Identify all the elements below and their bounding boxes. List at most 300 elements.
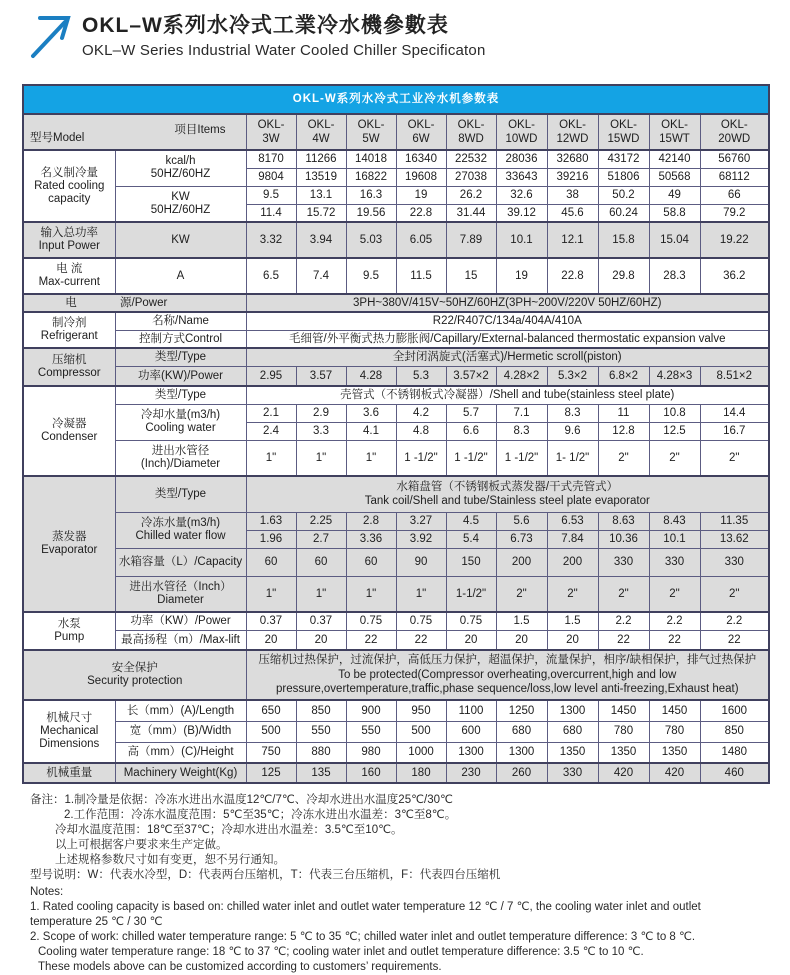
value-cell: 2" (649, 440, 700, 476)
label-en: Chilled water flow (135, 530, 226, 542)
label-en: capacity (48, 192, 91, 205)
cell-label-pump (23, 612, 115, 650)
value-cell: 260 (496, 763, 547, 783)
value-cell: 14.4 (700, 404, 769, 422)
value-cell: 68112 (700, 168, 769, 186)
label-en: Cooling water (145, 422, 216, 434)
value-cell: 0.75 (396, 612, 446, 630)
value-cell: 1.63 (246, 512, 296, 530)
table-row (23, 386, 769, 404)
table-row (23, 366, 769, 386)
value-cell: 19608 (396, 168, 446, 186)
security-line: 压缩机过热保护，过流保护，高低压力保护，超温保护，流量保护，相序/缺相保护，排气过热保护 (258, 654, 757, 667)
value-cell: 0.75 (446, 612, 496, 630)
value-cell: 5.03 (346, 222, 396, 258)
model-header-cell: OKL- 15WT (649, 114, 700, 150)
note-line: 冷却水温度范围：18℃至37℃；冷却水进出水温差：3.5℃至10℃。 (55, 824, 403, 836)
label-zh: 机械尺寸 (46, 712, 93, 724)
value-cell: 850 (296, 700, 346, 721)
table-row (23, 548, 769, 576)
value-cell: 1000 (396, 742, 446, 763)
value-cell: 9.6 (547, 422, 598, 440)
value-cell: 330 (649, 548, 700, 576)
note-line: Notes: (30, 886, 64, 898)
value-cell: 1.5 (547, 612, 598, 630)
table-row (23, 721, 769, 742)
note-line: 1. Rated cooling capacity is based on: chilled water inlet and outlet water temperature 12 ℃ / 7 ℃, the cooling water inlet and outlet (30, 901, 701, 913)
cell-condenser-water-label (115, 404, 246, 440)
cell-compressor-power-label: 功率(KW)/Power (115, 366, 246, 386)
cell-security-text (246, 650, 769, 700)
value-cell: 7.89 (446, 222, 496, 258)
value-cell: 29.8 (598, 258, 649, 294)
value-cell: 850 (700, 721, 769, 742)
value-cell: 1300 (547, 700, 598, 721)
cell-label-dimensions (23, 700, 115, 763)
value-cell: 8.63 (598, 512, 649, 530)
table-row (23, 440, 769, 476)
value-cell: 12.8 (598, 422, 649, 440)
value-cell: 3.57 (296, 366, 346, 386)
notes-chinese (30, 793, 790, 883)
value-cell: 2.2 (598, 612, 649, 630)
value-cell: 28.3 (649, 258, 700, 294)
label-en: Input Power (38, 240, 100, 252)
value-cell: 19.22 (700, 222, 769, 258)
label-zh: 冷却水量(m3/h) (140, 409, 221, 421)
cell-unit-max-current: A (115, 258, 246, 294)
cell-length-label: 长（mm）(A)/Length (115, 700, 246, 721)
value-cell: 10.1 (496, 222, 547, 258)
title-block (82, 9, 486, 59)
cell-label-refrigerant (23, 312, 115, 348)
cell-evaporator-capacity-label: 水箱容量（L）/Capacity (115, 548, 246, 576)
cell-evaporator-pipe-label (115, 576, 246, 612)
value-cell: 6.05 (396, 222, 446, 258)
cell-refrigerant-control-label: 控制方式Control (115, 330, 246, 348)
value-cell: 420 (598, 763, 649, 783)
value-cell: 1-1/2" (446, 576, 496, 612)
value-cell: 5.6 (496, 512, 547, 530)
value-cell: 0.75 (346, 612, 396, 630)
label-en: Rated cooling (34, 179, 105, 192)
brand-arrow-icon (28, 9, 78, 61)
cell-refrigerant-name-value: R22/R407C/134a/404A/410A (246, 312, 769, 330)
value-cell: 3.27 (396, 512, 446, 530)
table-row (23, 404, 769, 422)
label-zh: 蒸发器 (52, 531, 87, 543)
value-cell: 2" (649, 576, 700, 612)
value-cell: 2" (700, 576, 769, 612)
value-cell: 50568 (649, 168, 700, 186)
value-cell: 60 (346, 548, 396, 576)
label-en: 源/Power (120, 296, 168, 309)
value-cell: 15.8 (598, 222, 649, 258)
value-cell: 1300 (496, 742, 547, 763)
value-cell: 500 (246, 721, 296, 742)
value-cell: 60 (246, 548, 296, 576)
value-cell: 60 (296, 548, 346, 576)
table-row (23, 763, 769, 783)
value-cell: 1350 (649, 742, 700, 763)
value-cell: 2" (496, 576, 547, 612)
cell-weight-label-en: Machinery Weight(Kg) (115, 763, 246, 783)
value-cell: 22 (700, 630, 769, 650)
value-cell: 980 (346, 742, 396, 763)
value-cell: 16340 (396, 150, 446, 168)
value-cell: 33643 (496, 168, 547, 186)
value-cell: 32680 (547, 150, 598, 168)
value-cell: 60.24 (598, 204, 649, 222)
value-cell: 950 (396, 700, 446, 721)
table-row (23, 476, 769, 512)
value-cell: 230 (446, 763, 496, 783)
cell-condenser-pipe-label (115, 440, 246, 476)
note-line: 备注：1.制冷量是依据：冷冻水进出水温度12℃/7℃、冷却水进出水温度25℃/30℃ (30, 794, 453, 806)
note-line: 2. Scope of work: chilled water temperature range: 5 ℃ to 35 ℃; chilled water inlet and outlet temperature difference: 3 ℃ to 8 ℃. (30, 931, 696, 943)
value-cell: 13519 (296, 168, 346, 186)
value-cell: 460 (700, 763, 769, 783)
value-cell: 10.8 (649, 404, 700, 422)
value-cell: 9804 (246, 168, 296, 186)
note-line: 2.工作范围：冷冻水温度范围：5℃至35℃；冷冻水进出水温差：3℃至8℃。 (64, 809, 457, 821)
cell-evaporator-flow-label (115, 512, 246, 548)
value-cell: 2.4 (246, 422, 296, 440)
value-cell: 1.96 (246, 530, 296, 548)
value-cell: 2.25 (296, 512, 346, 530)
value-cell: 26.2 (446, 186, 496, 204)
value-cell: 500 (396, 721, 446, 742)
table-banner: OKL-W系列水冷式工业冷水机参数表 (23, 85, 769, 114)
label-zh: 输入总功率 (40, 227, 98, 239)
value-cell: 8.43 (649, 512, 700, 530)
value-cell: 4.28×2 (496, 366, 547, 386)
value-cell: 3.92 (396, 530, 446, 548)
unit-label: 50HZ/60HZ (150, 203, 211, 216)
label-en: Refrigerant (40, 330, 98, 342)
value-cell: 15.72 (296, 204, 346, 222)
model-header-cell: OKL- 10WD (496, 114, 547, 150)
cell-refrigerant-control-value: 毛细管/外平衡式热力膨胀阀/Capillary/External-balanced thermostatic expansion valve (246, 330, 769, 348)
value-cell: 3.6 (346, 404, 396, 422)
value-cell: 1450 (649, 700, 700, 721)
table-row (23, 348, 769, 366)
value-cell: 22 (346, 630, 396, 650)
value-cell: 15 (446, 258, 496, 294)
value-cell: 3.36 (346, 530, 396, 548)
value-cell: 2.8 (346, 512, 396, 530)
value-cell: 3.3 (296, 422, 346, 440)
value-cell: 1480 (700, 742, 769, 763)
value-cell: 20 (246, 630, 296, 650)
value-cell: 680 (496, 721, 547, 742)
table-row (23, 650, 769, 700)
value-cell: 1450 (598, 700, 649, 721)
value-cell: 7.4 (296, 258, 346, 294)
value-cell: 12.1 (547, 222, 598, 258)
value-cell: 58.8 (649, 204, 700, 222)
value-cell: 6.53 (547, 512, 598, 530)
unit-label: KW (171, 190, 190, 203)
value-cell: 550 (346, 721, 396, 742)
value-cell: 2" (598, 440, 649, 476)
value-cell: 8.51×2 (700, 366, 769, 386)
label-zh: 冷冻水量(m3/h) (140, 517, 221, 529)
value-cell: 11.4 (246, 204, 296, 222)
label-zh: 冷凝器 (52, 418, 87, 430)
value-cell: 8.3 (496, 422, 547, 440)
value-cell: 15.04 (649, 222, 700, 258)
table-row (23, 630, 769, 650)
value-cell: 5.4 (446, 530, 496, 548)
cell-unit-input-power: KW (115, 222, 246, 258)
value-cell: 39.12 (496, 204, 547, 222)
cell-label-security (23, 650, 246, 700)
value-cell: 550 (296, 721, 346, 742)
value-cell: 11.5 (396, 258, 446, 294)
label-en: Condenser (41, 431, 98, 443)
value-cell: 880 (296, 742, 346, 763)
value-cell: 16.7 (700, 422, 769, 440)
corner-items-label: 项目Items (174, 124, 226, 136)
table-row (23, 512, 769, 530)
value-cell: 1" (296, 440, 346, 476)
cell-label-compressor (23, 348, 115, 386)
value-cell: 1350 (547, 742, 598, 763)
value-cell: 28036 (496, 150, 547, 168)
value-cell: 43172 (598, 150, 649, 168)
cell-power-supply-value: 3PH~380V/415V~50HZ/60HZ(3PH~200V/220V 50HZ/60HZ) (246, 294, 769, 312)
value-cell: 10.1 (649, 530, 700, 548)
label-zh: 进出水管径（Inch） (129, 580, 232, 593)
value-cell: 1- 1/2" (547, 440, 598, 476)
value-cell: 1350 (598, 742, 649, 763)
model-header-cell: OKL- 5W (346, 114, 396, 150)
table-row (23, 222, 769, 258)
value-cell: 200 (496, 548, 547, 576)
value-cell: 16.3 (346, 186, 396, 204)
cell-pump-lift-label: 最高扬程（m）/Max-lift (115, 630, 246, 650)
label-en: Max-current (38, 276, 100, 288)
value-cell: 150 (446, 548, 496, 576)
value-cell: 45.6 (547, 204, 598, 222)
value-cell: 56760 (700, 150, 769, 168)
corner-header-cell (23, 114, 246, 150)
unit-label: kcal/h (165, 155, 196, 168)
value-cell: 1 -1/2" (396, 440, 446, 476)
table-row (23, 312, 769, 330)
value-cell: 36.2 (700, 258, 769, 294)
model-header-cell: OKL- 8WD (446, 114, 496, 150)
value-cell: 19.56 (346, 204, 396, 222)
value-cell: 680 (547, 721, 598, 742)
value-cell: 125 (246, 763, 296, 783)
cell-height-label: 高（mm）(C)/Height (115, 742, 246, 763)
value-cell: 1600 (700, 700, 769, 721)
model-header-cell: OKL- 6W (396, 114, 446, 150)
value-cell: 780 (649, 721, 700, 742)
security-line: To be protected(Compressor overheating,overcurrent,high and low (338, 668, 677, 681)
value-cell: 6.8×2 (598, 366, 649, 386)
cell-weight-label-zh: 机械重量 (23, 763, 115, 783)
value-cell: 4.28×3 (649, 366, 700, 386)
value-cell: 2.95 (246, 366, 296, 386)
value-cell: 1 -1/2" (446, 440, 496, 476)
value-cell: 20 (547, 630, 598, 650)
cell-label-power-supply (23, 294, 246, 312)
cell-condenser-type-value: 壳管式（不锈钢板式冷凝器）/Shell and tube(stainless steel plate) (246, 386, 769, 404)
cell-refrigerant-name-label: 名称/Name (115, 312, 246, 330)
value-cell: 4.1 (346, 422, 396, 440)
value-cell: 1" (346, 440, 396, 476)
value-cell: 1 -1/2" (496, 440, 547, 476)
table-row (23, 700, 769, 721)
value-cell: 11266 (296, 150, 346, 168)
value-cell: 6.73 (496, 530, 547, 548)
label-en: Diameter (157, 593, 204, 606)
value-cell: 5.3 (396, 366, 446, 386)
page-title: OKL–W系列水冷式工業冷水機參數表 (82, 14, 449, 37)
label-en: Pump (54, 631, 85, 643)
unit-label: 50HZ/60HZ (150, 168, 211, 181)
label-en: Compressor (37, 367, 101, 379)
cell-label-cooling (23, 150, 115, 222)
value-cell: 8170 (246, 150, 296, 168)
model-header-cell: OKL- 4W (296, 114, 346, 150)
cell-compressor-type-value: 全封闭涡旋式(活塞式)/Hermetic scroll(piston) (246, 348, 769, 366)
value-cell: 8.3 (547, 404, 598, 422)
table-row (23, 258, 769, 294)
value-cell: 650 (246, 700, 296, 721)
cell-label-evaporator (23, 476, 115, 612)
page-subtitle: OKL–W Series Industrial Water Cooled Chiller Specificaton (82, 42, 486, 59)
value-cell: 5.7 (446, 404, 496, 422)
value-cell: 16822 (346, 168, 396, 186)
value-cell: 3.57×2 (446, 366, 496, 386)
value-cell: 11 (598, 404, 649, 422)
value-cell: 750 (246, 742, 296, 763)
cell-compressor-type-label: 类型/Type (115, 348, 246, 366)
value-cell: 6.6 (446, 422, 496, 440)
value-cell: 9.5 (346, 258, 396, 294)
value-cell: 19 (496, 258, 547, 294)
table-row (23, 294, 769, 312)
value-cell: 1300 (446, 742, 496, 763)
cell-label-condenser (23, 386, 115, 476)
table-row (23, 150, 769, 168)
value-cell: 22.8 (396, 204, 446, 222)
page-header (0, 0, 790, 71)
corner-model-label: 型号Model (30, 131, 85, 144)
value-cell: 31.44 (446, 204, 496, 222)
model-header-cell: OKL- 3W (246, 114, 296, 150)
value-cell: 1.5 (496, 612, 547, 630)
table-row (23, 186, 769, 204)
label-zh: 电 (65, 296, 77, 309)
value-cell: 2.2 (700, 612, 769, 630)
value-cell: 79.2 (700, 204, 769, 222)
value-cell: 66 (700, 186, 769, 204)
label-zh: 电 流 (56, 263, 83, 275)
value-cell: 22532 (446, 150, 496, 168)
value-cell: 50.2 (598, 186, 649, 204)
value-cell: 20 (496, 630, 547, 650)
label-en: Security protection (87, 675, 183, 687)
notes-english (30, 885, 790, 975)
label-en: Dimensions (39, 738, 100, 750)
value-cell: 4.8 (396, 422, 446, 440)
spec-table (22, 84, 770, 784)
value-cell: 1100 (446, 700, 496, 721)
value-cell: 42140 (649, 150, 700, 168)
value-cell: 22 (649, 630, 700, 650)
label-en: Mechanical (40, 725, 99, 737)
label-en: Evaporator (41, 544, 98, 556)
model-header-cell: OKL- 20WD (700, 114, 769, 150)
value-cell: 51806 (598, 168, 649, 186)
value-zh: 水箱盘管（不锈钢板式蒸发器/干式壳管式） (396, 481, 619, 494)
value-cell: 20 (296, 630, 346, 650)
value-cell: 330 (547, 763, 598, 783)
value-cell: 10.36 (598, 530, 649, 548)
value-cell: 160 (346, 763, 396, 783)
value-cell: 39216 (547, 168, 598, 186)
value-cell: 900 (346, 700, 396, 721)
value-cell: 0.37 (296, 612, 346, 630)
value-cell: 38 (547, 186, 598, 204)
value-cell: 1" (246, 440, 296, 476)
label-en: (Inch)/Diameter (140, 457, 221, 470)
table-row (23, 576, 769, 612)
value-cell: 32.6 (496, 186, 547, 204)
table-row (23, 330, 769, 348)
note-line: These models above can be customized according to customers’ requirements. (38, 961, 442, 973)
value-cell: 1250 (496, 700, 547, 721)
label-zh: 制冷剂 (52, 317, 87, 329)
value-cell: 90 (396, 548, 446, 576)
value-cell: 22.8 (547, 258, 598, 294)
cell-width-label: 宽（mm）(B)/Width (115, 721, 246, 742)
table-row (23, 742, 769, 763)
value-cell: 1" (396, 576, 446, 612)
cell-condenser-type-label: 类型/Type (115, 386, 246, 404)
value-cell: 4.28 (346, 366, 396, 386)
value-cell: 3.94 (296, 222, 346, 258)
label-zh: 进出水管径 (151, 444, 210, 457)
label-zh: 水泵 (57, 618, 81, 630)
value-cell: 180 (396, 763, 446, 783)
cell-unit-kcal (115, 150, 246, 186)
note-line: 上述规格参数尺寸如有变更，恕不另行通知。 (55, 854, 285, 866)
value-cell: 22 (396, 630, 446, 650)
value-cell: 27038 (446, 168, 496, 186)
value-cell: 14018 (346, 150, 396, 168)
value-cell: 7.1 (496, 404, 547, 422)
value-cell: 2.7 (296, 530, 346, 548)
value-cell: 1" (346, 576, 396, 612)
value-cell: 2.1 (246, 404, 296, 422)
label-zh: 压缩机 (52, 354, 87, 366)
cell-unit-kw (115, 186, 246, 222)
note-line: 以上可根据客户要求来生产定做。 (55, 839, 228, 851)
table-row (23, 114, 769, 150)
value-cell: 2" (547, 576, 598, 612)
value-cell: 3.32 (246, 222, 296, 258)
value-cell: 4.5 (446, 512, 496, 530)
value-cell: 19 (396, 186, 446, 204)
value-cell: 2.9 (296, 404, 346, 422)
value-cell: 780 (598, 721, 649, 742)
